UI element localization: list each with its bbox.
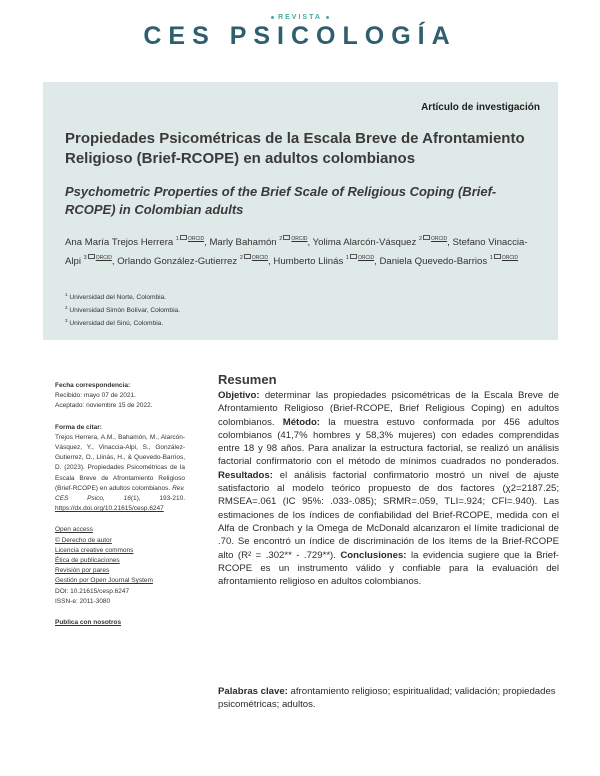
issn-text: ISSN-e: 2011-3080: [55, 597, 111, 605]
author-name: Ana María Trejos Herrera: [65, 237, 174, 248]
article-sidebar: [55, 381, 185, 628]
orcid-link[interactable]: ORCID: [501, 254, 519, 261]
ethics-link[interactable]: Ética de publicaciones: [55, 557, 120, 565]
journal-masthead: [0, 14, 600, 51]
author-affiliation-number: 2: [279, 236, 283, 242]
keywords-text: afrontamiento religioso; espiritualidad; validación; propiedades psicométricas; adultos.: [218, 686, 556, 711]
email-icon[interactable]: [283, 235, 290, 240]
email-icon[interactable]: [494, 254, 501, 259]
author-name: Marly Bahamón: [209, 237, 277, 248]
orcid-link[interactable]: ORCID: [187, 236, 205, 242]
article-header: [43, 82, 558, 340]
email-icon[interactable]: [180, 235, 187, 240]
objective-text: determinar las propiedades psicométricas de la Escala Breve de Afrontamiento Religioso (Brief-RCOPE, Brief Religious Coping) en adultos colombianos.: [218, 390, 560, 428]
author-affiliation-number: 2: [418, 236, 423, 242]
title-spanish: Propiedades Psicométricas de la Escala Breve de Afrontamiento Religioso (Brief-RCOPE) en adultos colombianos: [65, 130, 525, 167]
results-label: Resultados:: [218, 469, 273, 481]
links-block: [55, 525, 185, 607]
peer-review-link[interactable]: Revisión por pares: [55, 567, 110, 575]
author: [117, 256, 271, 267]
citation-block: [55, 423, 185, 515]
open-access-link[interactable]: Open access: [55, 526, 93, 534]
abstract-body: [218, 389, 559, 588]
author-separator: ,: [204, 237, 207, 248]
author-name: Humberto Llinás: [273, 255, 344, 267]
affiliation: [65, 303, 535, 316]
dates-label: Fecha correspondencia:: [55, 382, 131, 389]
author-separator: ,: [111, 255, 115, 267]
affiliation: [65, 316, 535, 329]
author-affiliation-number: 1: [489, 254, 493, 261]
keywords-label: Palabras clave:: [218, 686, 288, 697]
abstract-heading: Resumen: [218, 372, 277, 387]
results-text: el análisis factorial confirmatorio mostró un nivel de ajuste satisfactorio al modelo teórico propuesto de dos factores (χ2=2187.25; RMSEA=.061 (IC 95%: .033-.085); SRMR=.059, TLI=.924; CFI=.940). Las estimaciones de los índices de confiabilidad del Brief-RCOPE, medida con el Alfa de Cronbach y la Omega de McDonald alcanzaron el límite tradicional de .70. Se encontró un índice de discriminación de los ítems de la Brief-RCOPE alto (R² = .302** - .729**).: [218, 469, 559, 561]
email-icon[interactable]: [244, 254, 251, 259]
orcid-link[interactable]: ORCID: [251, 254, 269, 261]
citation-doi-link[interactable]: https://dx.doi.org/10.21615/cesp.6247: [55, 505, 164, 513]
citation-text: [55, 433, 185, 515]
orcid-link[interactable]: ORCID: [431, 236, 448, 242]
author: [379, 256, 518, 267]
author-separator: ,: [307, 237, 311, 248]
revista-label: REVISTA: [0, 14, 600, 21]
email-icon[interactable]: [350, 254, 357, 259]
author: [209, 237, 310, 248]
author: [65, 237, 207, 248]
affiliation-number: 2: [65, 305, 68, 311]
method-text: la muestra estuvo conformada por 456 adultos colombianos (41,7% hombres y 58,3% mujeres) con edades comprendidas entre 18 y 98 años. Para analizar la estructura factorial, se realizó un análisis factorial confirmatorio con el método de mínimos cuadrados no ponderados.: [218, 416, 560, 468]
affiliation-text: Universidad Simón Bolívar, Colombia.: [69, 307, 181, 315]
dates-block: [55, 381, 185, 412]
author-name: Orlando González-Gutierrez: [117, 255, 238, 267]
affiliation: [65, 290, 535, 303]
ojs-link[interactable]: Gestión por Open Journal System: [55, 577, 153, 585]
email-icon[interactable]: [423, 235, 430, 240]
objective-label: Objetivo:: [218, 390, 260, 401]
copyright-link[interactable]: © Derecho de autor: [55, 536, 112, 544]
author-affiliation-number: 3: [83, 254, 87, 261]
cite-label: Forma de citar:: [55, 423, 102, 431]
author-name: Stefano Vinaccia-Alpi: [65, 237, 528, 267]
author-name: Daniela Quevedo-Barrios: [379, 255, 488, 267]
affiliation-text: Universidad del Norte, Colombia.: [69, 294, 167, 301]
author: [273, 256, 376, 267]
affiliation-number: 1: [65, 292, 68, 297]
author-separator: ,: [268, 255, 271, 267]
orcid-link[interactable]: ORCID: [95, 254, 112, 261]
keywords: [218, 685, 559, 712]
license-link[interactable]: Licencia creative commons: [55, 546, 134, 554]
citation-body: Trejos Herrera, A.M., Bahamón, M., Alarcón-Vásquez, Y., Vinaccia-Alpi, S., González-Gutierrez, O., Llinás, H., & Quevedo-Barrios, D. (2023). Propiedades Psicométricas de la Escala Breve de Afrontamiento Religioso (Brief-RCOPE) en adultos colombianos.: [55, 433, 185, 492]
article-type: Artículo de investigación: [421, 102, 540, 113]
author-affiliation-number: 1: [175, 236, 179, 242]
conclusions-label: Conclusiones:: [340, 549, 407, 561]
accepted-date: Aceptado: noviembre 15 de 2022.: [55, 402, 153, 410]
citation-journal: Rev. CES Psico, 16: [55, 484, 185, 503]
conclusions-text: la evidencia sugiere que la Brief-RCOPE es un instrumento válido y confiable para la evaluación del afrontamiento religioso en adultos colombianos.: [218, 549, 559, 588]
orcid-link[interactable]: ORCID: [291, 236, 308, 242]
author-separator: ,: [374, 255, 377, 267]
affiliation-list: [65, 290, 535, 330]
author-name: Yolima Alarcón-Vásquez: [312, 237, 417, 248]
author-list: [65, 232, 540, 269]
author-separator: ,: [447, 237, 450, 248]
email-icon[interactable]: [88, 254, 95, 259]
affiliation-text: Universidad del Sinú, Colombia.: [69, 320, 164, 328]
doi-text: DOI: 10.21615/cesp.6247: [55, 587, 130, 595]
orcid-link[interactable]: ORCID: [357, 254, 375, 261]
method-label: Método:: [282, 416, 321, 428]
author-affiliation-number: 2: [239, 254, 243, 261]
title-english: Psychometric Properties of the Brief Scale of Religious Coping (Brief-RCOPE) in Colombian adults: [65, 184, 497, 217]
author-affiliation-number: 1: [345, 254, 349, 261]
journal-name: CES PSICOLOGÍA: [143, 22, 457, 50]
affiliation-number: 3: [65, 318, 68, 324]
citation-pages: (1), 193-210.: [130, 495, 185, 503]
publish-with-us-link[interactable]: Publica con nosotros: [55, 619, 122, 627]
received-date: Recibido: mayo 07 de 2021.: [55, 392, 136, 400]
author: [313, 237, 450, 248]
